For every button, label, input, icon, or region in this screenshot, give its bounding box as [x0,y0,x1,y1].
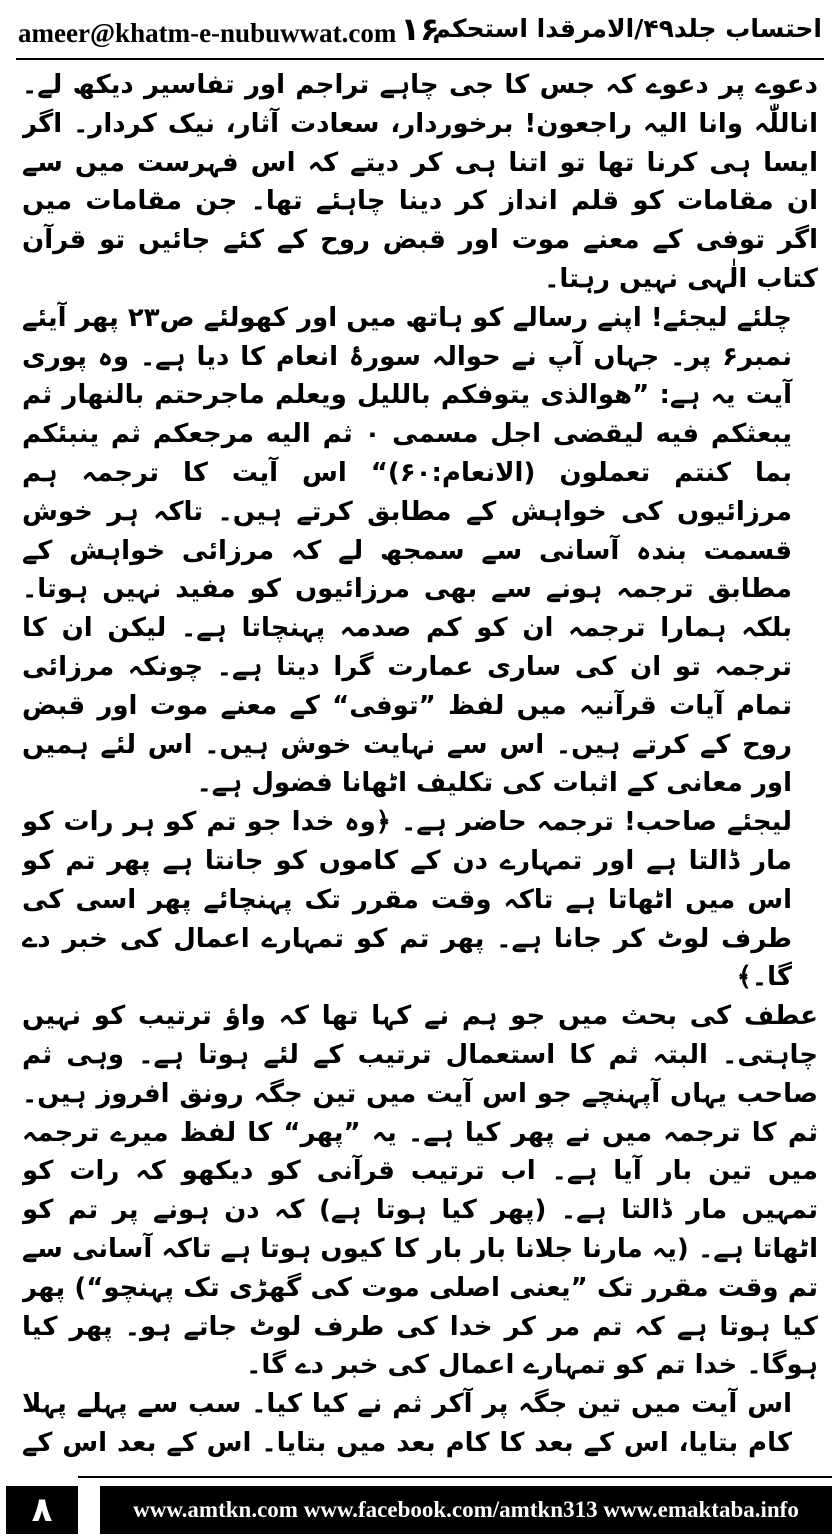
page-header [18,6,822,56]
paragraph-5: اس آیت میں تین جگہ پر آکر ثم نے کیا کیا۔ سب سے پہلے پہلا کام بتایا، اس کے بعد کا کام بعد میں بتایا۔ اس کے بعد اس کے [22,1389,792,1458]
paragraph-1: دعوے پر دعوے کہ جس کا جی چاہے تراجم اور تفاسیر دیکھ لے۔ اناللّٰہ وانا الیہ راجعون! برخوردار، سعادت آثار، نیک کردار۔ اگر ایسا ہی کرنا تھا تو اتنا ہی کر دیتے کہ اس فہرست میں سے ان مقامات کو قلم انداز کر دینا چاہئے تھا۔ جن مقامات میں اگر توفی کے معنے موت اور قبض روح کے کئے جائیں تو قرآن کتاب الٰہی نہیں رہتا۔ [22,70,818,294]
header-divider [16,58,824,60]
footer-links: www.amtkn.com www.facebook.com/amtkn313 www.emaktaba.info [100,1486,832,1534]
paragraph-2: چلئے لیجئے! اپنے رسالے کو ہاتھ میں اور کھولئے ص۲۳ پھر آیئے نمبر۶ پر۔ جہاں آپ نے حوالہ سورۂ انعام کا دیا ہے۔ وہ پوری آیت یہ ہے: ”هوالذی یتوفکم باللیل ویعلم ماجرحتم بالنهار ثم یبعثکم فیه لیقضی اجل مسمی ۰ ثم الیه مرجعکم ثم ینبئکم بما کنتم تعملون (الانعام:۶۰)“ اس آیت کا ترجمہ ہم مرزائیوں کی خواہش کے مطابق کرتے ہیں۔ تاکہ ہر خوش قسمت بندہ آسانی سے سمجھ لے کہ مرزائی خواہش کے مطابق ترجمہ ہونے سے بھی مرزائیوں کو مفید نہیں ہوتا۔ بلکہ ہمارا ترجمہ ان کو کم صدمہ پہنچاتا ہے۔ لیکن ان کا ترجمہ تو ان کی ساری عمارت گرا دیتا ہے۔ چونکہ مرزائی تمام آیات قرآنیہ میں لفظ ”توفی“ کے معنے موت اور قبض روح کے کرتے ہیں۔ اس سے نہایت خوش ہیں۔ اس لئے ہمیں اور معانی کے اثبات کی تکلیف اٹھانا فضول ہے۔ [22,302,792,799]
paragraph-3: لیجئے صاحب! ترجمہ حاضر ہے۔ ﴿وہ خدا جو تم کو ہر رات کو مار ڈالتا ہے اور تمہارے دن کے کاموں کو جانتا ہے پھر تم کو اس میں اٹھاتا ہے تاکہ وقت مقرر تک پہنچائے پھر اسی کی طرف لوٹ کر جانا ہے۔ پھر تم کو تمہارے اعمال کی خبر دے گا۔﴾ [22,807,792,993]
paragraph-4: عطف کی بحث میں جو ہم نے کہا تھا کہ واؤ ترتیب کو نہیں چاہتی۔ البتہ ثم کا استعمال ترتیب کے لئے ہوتا ہے۔ وہی ثم صاحب یہاں آپہنچے جو اس آیت میں تین جگہ رونق افروز ہیں۔ ثم کا ترجمہ میں نے پھر کیا ہے۔ یہ ”پھر“ کا لفظ میرے ترجمہ میں تین بار آیا ہے۔ اب ترتیب قرآنی کو دیکھو کہ رات کو تمہیں مار ڈالتا ہے۔ (پھر کیا ہوتا ہے) کہ دن ہونے پر تم کو اٹھاتا ہے۔ (یہ مارنا جلانا بار بار کا کیوں ہوتا ہے تاکہ آسانی سے تم وقت مقرر تک ”یعنی اصلی موت کی گھڑی تک پہنچو“) پھر کیا ہوتا ہے کہ تم مر کر خدا کی طرف لوٹ جاتے ہو۔ پھر کیا ہوگا۔ خدا تم کو تمہارے اعمال کی خبر دے گا۔ [22,1001,818,1381]
header-page-number: ۱۶ [400,10,440,48]
footer-page-number: ۸ [6,1486,78,1534]
header-email: ameer@khatm-e-nubuwwat.com [18,18,397,48]
page-footer [0,1476,840,1540]
footer-divider [78,1476,832,1478]
header-title: احتساب جلد۴۹/الامرقدا استحکم [432,14,822,43]
body-text [22,66,818,1464]
